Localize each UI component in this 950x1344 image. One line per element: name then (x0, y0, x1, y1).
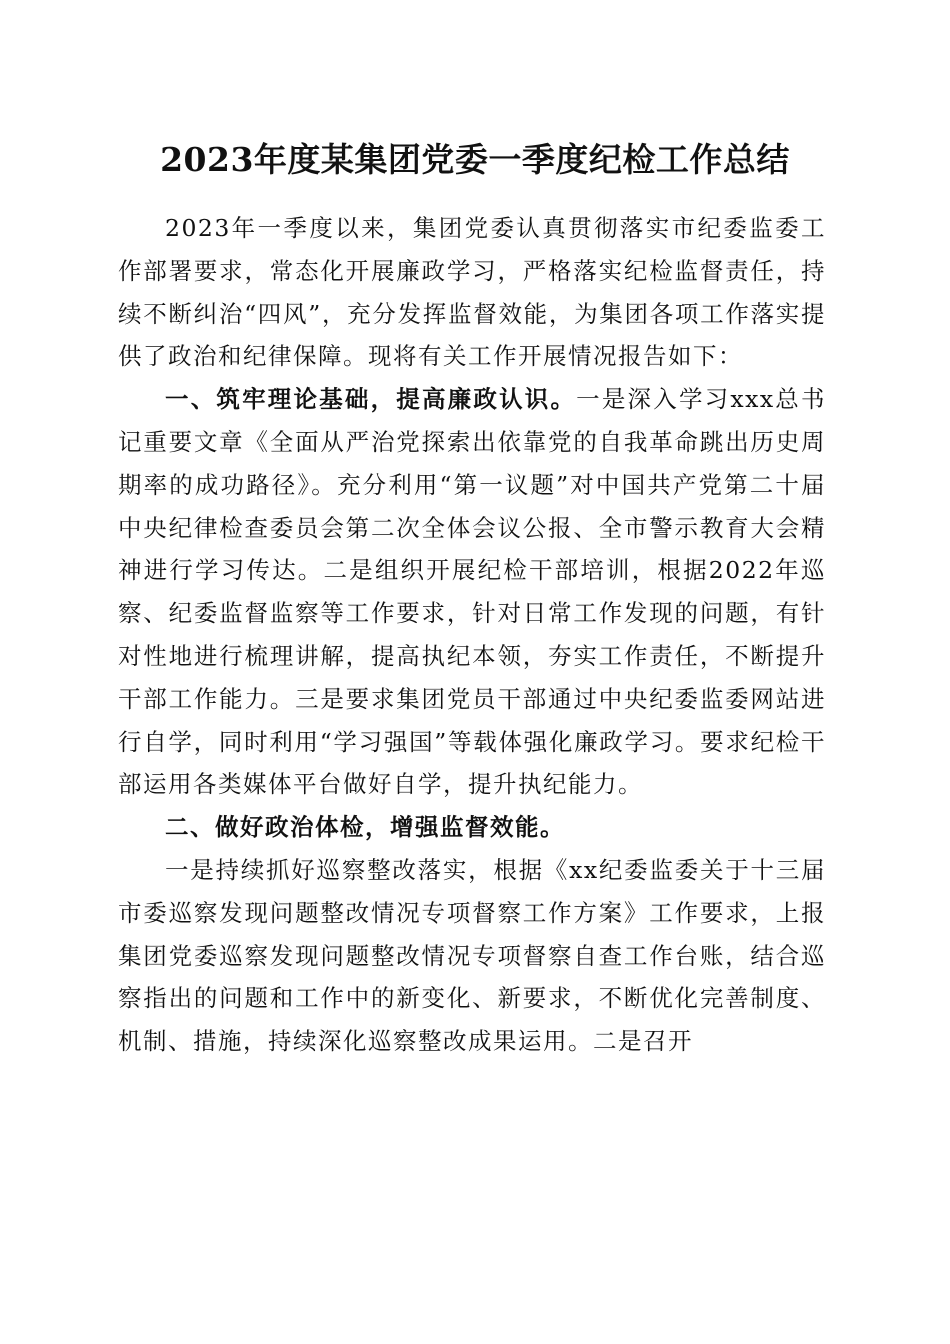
document-title: 2023年度某集团党委一季度纪检工作总结 (160, 140, 790, 179)
document-body (118, 207, 826, 1063)
section-1-text: 一是深入学习xxx总书记重要文章《全面从严治党探索出依靠党的自我革命跳出历史周期率的成功路径》。充分利用“第一议题”对中国共产党第二十届中央纪律检查委员会第二次全体会议公报、全市警示教育大会精神进行学习传达。二是组织开展纪检干部培训，根据2022年巡察、纪委监督监察等工作要求，针对日常工作发现的问题，有针对性地进行梳理讲解，提高执纪本领，夯实工作责任，不断提升干部工作能力。三是要求集团党员干部通过中央纪委监委网站进行自学，同时利用“学习强国”等载体强化廉政学习。要求纪检干部运用各类媒体平台做好自学，提升执纪能力。 (118, 385, 826, 799)
section-1-paragraph (118, 378, 826, 806)
section-2-paragraph: 一是持续抓好巡察整改落实，根据《xx纪委监委关于十三届市委巡察发现问题整改情况专项督察工作方案》工作要求，上报集团党委巡察发现问题整改情况专项督察自查工作台账，结合巡察指出的问题和工作中的新变化、新要求，不断优化完善制度、机制、措施，持续深化巡察整改成果运用。二是召开 (118, 855, 826, 1056)
intro-paragraph: 2023年一季度以来，集团党委认真贯彻落实市纪委监委工作部署要求，常态化开展廉政学习，严格落实纪检监督责任，持续不断纠治“四风”，充分发挥监督效能，为集团各项工作落实提供了政治和纪律保障。现将有关工作开展情况报告如下： (118, 214, 826, 371)
section-2-heading: 二、做好政治体检，增强监督效能。 (165, 813, 565, 842)
section-1-heading: 一、筑牢理论基础，提高廉政认识。 (165, 385, 577, 414)
